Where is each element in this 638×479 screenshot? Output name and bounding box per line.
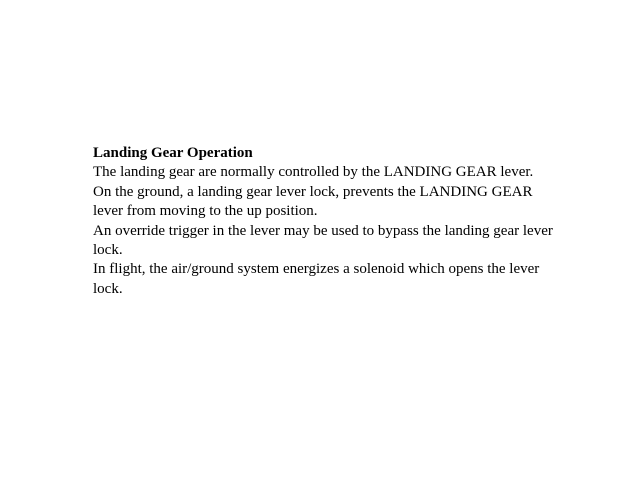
slide-title: Landing Gear Operation (93, 145, 253, 161)
slide-content (93, 144, 563, 299)
body-paragraph: An override trigger in the lever may be used to bypass the landing gear lever lock. (93, 222, 553, 259)
body-paragraph: On the ground, a landing gear lever lock, prevents the LANDING GEAR lever from moving to the up position. (93, 183, 533, 220)
body-paragraph: The landing gear are normally controlled by the LANDING GEAR lever. (93, 164, 534, 181)
body-paragraph: In flight, the air/ground system energizes a solenoid which opens the lever lock. (93, 261, 540, 297)
